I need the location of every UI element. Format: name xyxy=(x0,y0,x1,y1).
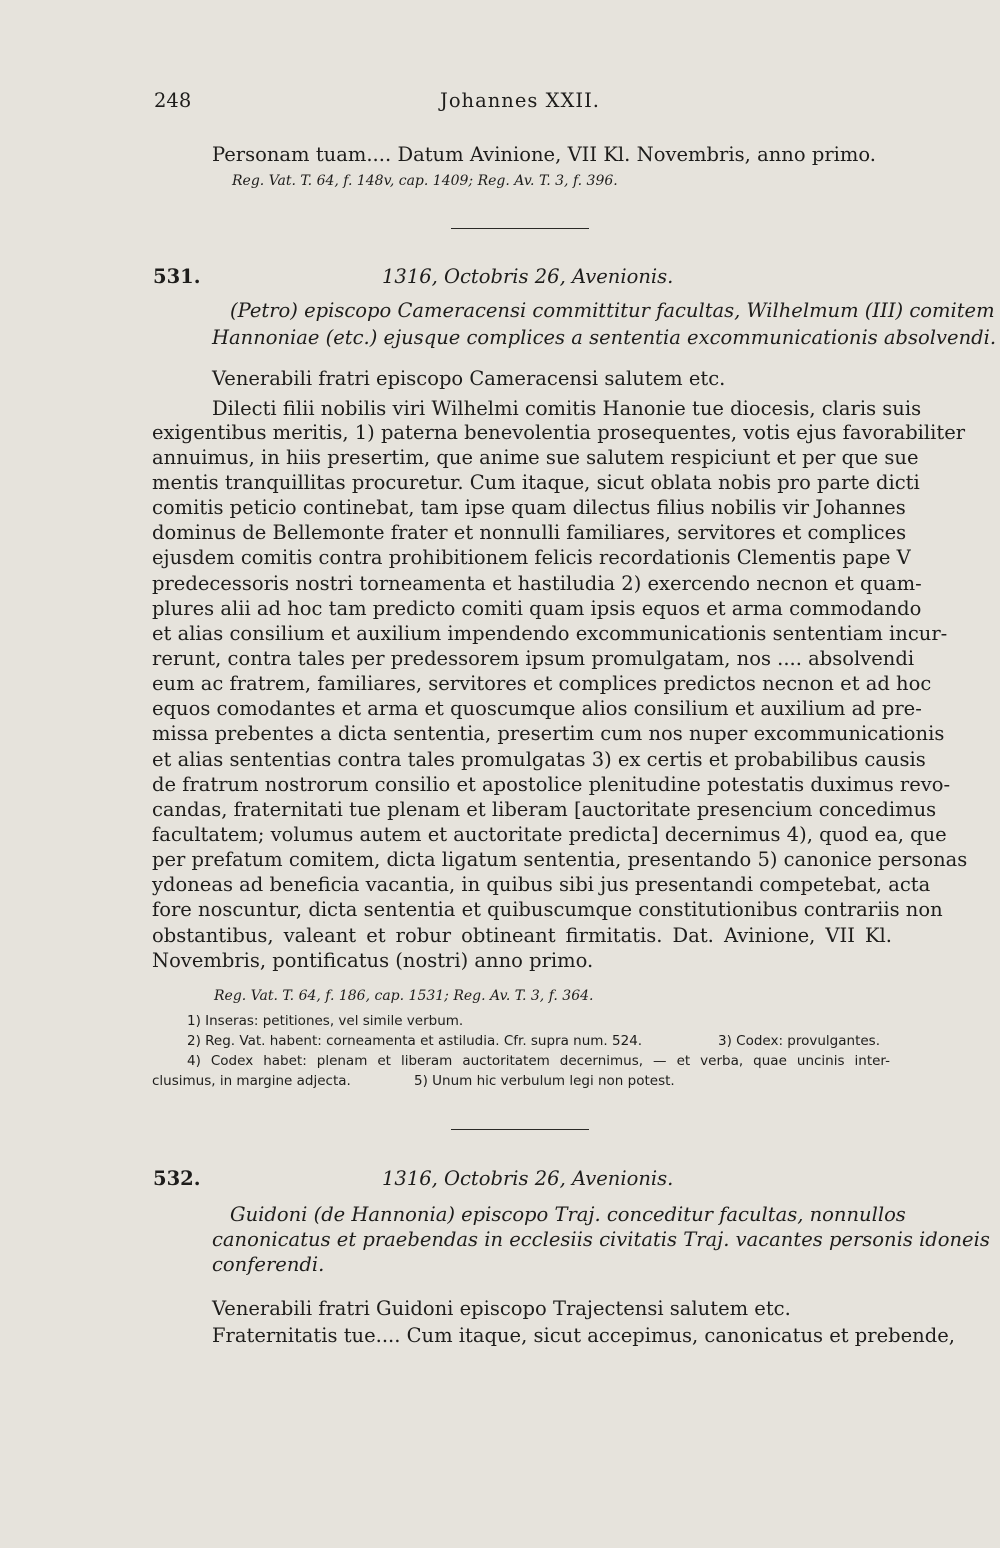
doc-531-body-line: predecessoris nostri torneamenta et hastiludia 2) exercendo necnon et quam- xyxy=(152,572,922,595)
doc-531-body-line: facultatem; volumus autem et auctoritate predicta] decernimus 4), quod ea, que xyxy=(152,823,947,846)
page-number: 248 xyxy=(154,89,192,112)
doc-531-body-line: ydoneas ad beneficia vacantia, in quibus sibi jus presentandi competebat, acta xyxy=(152,873,931,896)
doc-531-body-line: Dilecti filii nobilis viri Wilhelmi comitis Hanonie tue diocesis, claris suis xyxy=(212,397,922,420)
doc-531-number: 531. xyxy=(153,265,201,288)
doc-531-body-line: rerunt, contra tales per predessorem ipsum promulgatam, nos .... absolvendi xyxy=(152,647,915,670)
doc-531-body-line: candas, fraternitati tue plenam et liberam [auctoritate presencium concedimus xyxy=(152,798,937,821)
doc-532-summary-3: conferendi. xyxy=(212,1253,325,1276)
doc-532-number: 532. xyxy=(153,1167,201,1190)
separator-rule xyxy=(451,228,589,229)
doc-531-body-line: exigentibus meritis, 1) paterna benevolentia prosequentes, votis ejus favorabiliter xyxy=(152,421,966,444)
doc-531-body-line: obstantibus, valeant et robur obtineant firmitatis. Dat. Avinione, VII Kl. xyxy=(152,924,892,947)
footnote-4-cont: clusimus, in margine adjecta. xyxy=(152,1073,351,1089)
doc-531-body-line: per prefatum comitem, dicta ligatum sententia, presentando 5) canonice personas xyxy=(152,848,968,871)
doc-531-summary-2: Hannoniae (etc.) ejusque complices a sententia excommunicationis absolvendi. xyxy=(212,326,997,349)
doc-532-body-line: Fraternitatis tue.... Cum itaque, sicut accepimus, canonicatus et prebende, xyxy=(212,1324,955,1347)
doc-531-body-line: mentis tranquillitas procuretur. Cum itaque, sicut oblata nobis pro parte dicti xyxy=(152,471,920,494)
doc-531-body-line: et alias sententias contra tales promulgatas 3) ex certis et probabilibus causis xyxy=(152,748,926,771)
doc-532-summary-2: canonicatus et praebendas in ecclesiis civitatis Traj. vacantes personis idoneis xyxy=(212,1228,990,1251)
doc-531-body-line: Novembris, pontificatus (nostri) anno primo. xyxy=(152,949,594,972)
doc-531-body-line: comitis peticio continebat, tam ipse quam dilectus filius nobilis vir Johannes xyxy=(152,496,906,519)
prev-doc-text: Personam tuam.... Datum Avinione, VII Kl. Novembris, anno primo. xyxy=(212,143,876,166)
running-title: Johannes XXII. xyxy=(440,89,600,112)
doc-532-address: Venerabili fratri Guidoni episcopo Trajectensi salutem etc. xyxy=(212,1297,791,1320)
doc-531-body-line: plures alii ad hoc tam predicto comiti quam ipsis equos et arma commodando xyxy=(152,597,922,620)
doc-531-summary-1: (Petro) episcopo Cameracensi committitur facultas, Wilhelmum (III) comitem xyxy=(230,299,995,322)
doc-531-address: Venerabili fratri episcopo Cameracensi salutem etc. xyxy=(212,367,726,390)
doc-531-body-line: et alias consilium et auxilium impendendo excommunicationis sententiam incur- xyxy=(152,622,948,645)
doc-532-summary-1: Guidoni (de Hannonia) episcopo Traj. conceditur facultas, nonnullos xyxy=(230,1203,906,1226)
doc-531-dateline: 1316, Octobris 26, Avenionis. xyxy=(382,265,674,288)
doc-531-body-line: equos comodantes et arma et quoscumque alios consilium et auxilium ad pre- xyxy=(152,697,922,720)
footnote-2: 2) Reg. Vat. habent: corneamenta et astiludia. Cfr. supra num. 524. xyxy=(187,1033,643,1049)
doc-532-dateline: 1316, Octobris 26, Avenionis. xyxy=(382,1167,674,1190)
doc-531-body-line: dominus de Bellemonte frater et nonnulli familiares, servitores et complices xyxy=(152,521,907,544)
doc-531-register: Reg. Vat. T. 64, f. 186, cap. 1531; Reg. Av. T. 3, f. 364. xyxy=(214,988,594,1004)
doc-531-body-line: annuimus, in hiis presertim, que anime sue salutem respiciunt et per que sue xyxy=(152,446,919,469)
footnote-5: 5) Unum hic verbulum legi non potest. xyxy=(414,1073,675,1089)
prev-doc-register: Reg. Vat. T. 64, f. 148v, cap. 1409; Reg. Av. T. 3, f. 396. xyxy=(232,173,618,189)
footnote-4: 4) Codex habet: plenam et liberam auctoritatem decernimus, — et verba, quae uncinis inter- xyxy=(187,1053,890,1069)
doc-531-body-line: missa prebentes a dicta sententia, presertim cum nos nuper excommunicationis xyxy=(152,722,945,745)
doc-531-body-line: eum ac fratrem, familiares, servitores et complices predictos necnon et ad hoc xyxy=(152,672,932,695)
separator-rule xyxy=(451,1129,589,1130)
doc-531-body-line: fore noscuntur, dicta sententia et quibuscumque constitutionibus contrariis non xyxy=(152,898,943,921)
footnote-1: 1) Inseras: petitiones, vel simile verbum. xyxy=(187,1013,464,1029)
footnote-3: 3) Codex: provulgantes. xyxy=(718,1033,880,1049)
doc-531-body-line: ejusdem comitis contra prohibitionem felicis recordationis Clementis pape V xyxy=(152,546,911,569)
doc-531-body-line: de fratrum nostrorum consilio et apostolice plenitudine potestatis duximus revo- xyxy=(152,773,951,796)
